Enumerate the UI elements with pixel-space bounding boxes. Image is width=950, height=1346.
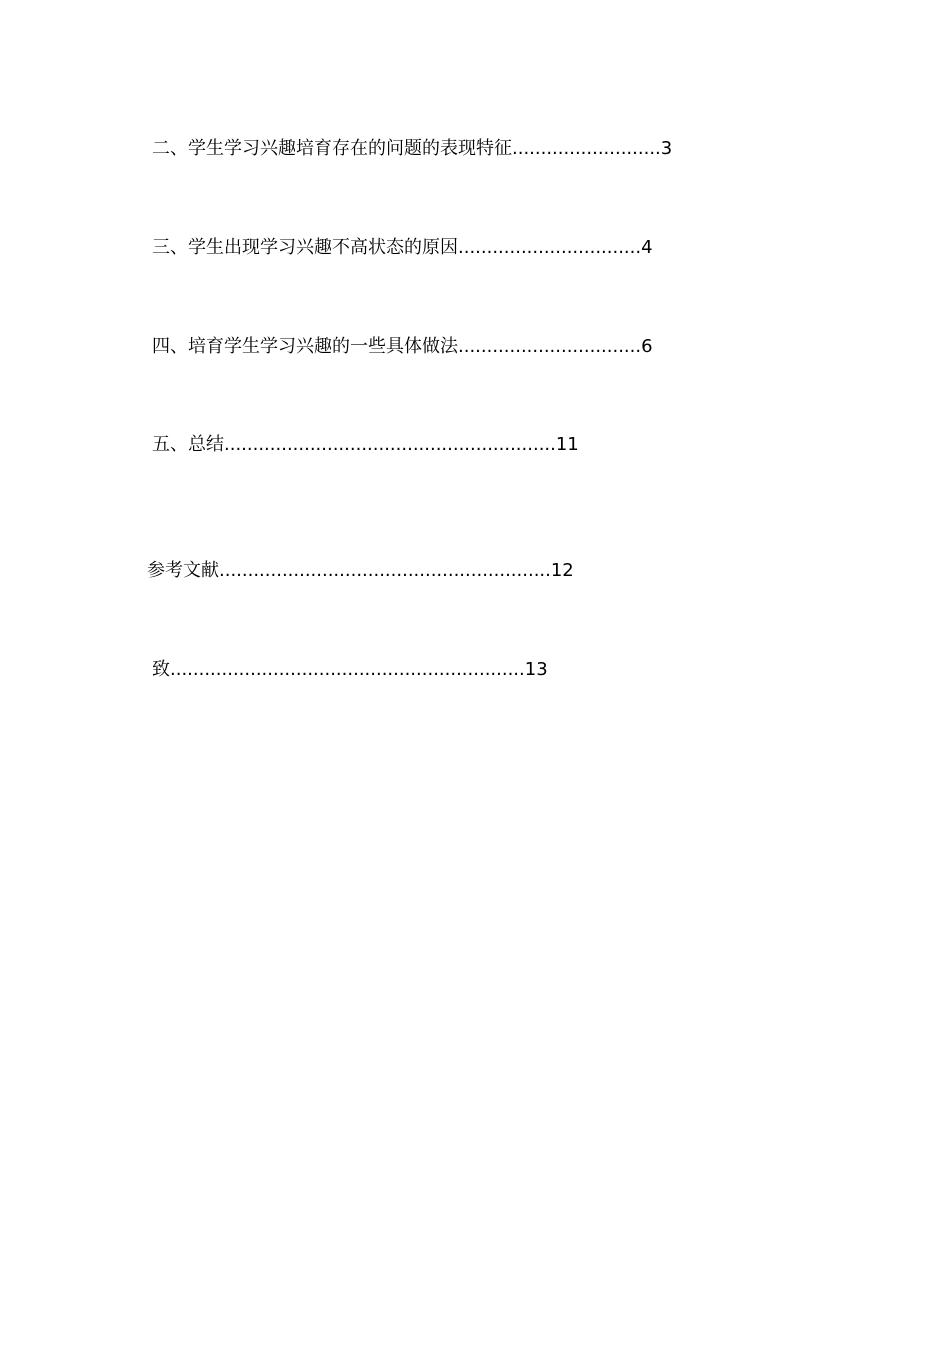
toc-entry-title: 四、培育学生学习兴趣的一些具体做法 (152, 336, 458, 357)
toc-entry-page: 11 (555, 434, 579, 455)
toc-entry-leader: .......................................................... (219, 560, 551, 581)
toc-entry-page: 4 (641, 237, 653, 258)
toc-entry-references[interactable] (147, 559, 574, 583)
toc-entry-leader: ................................ (458, 237, 642, 258)
toc-entry-page: 12 (550, 560, 574, 581)
toc-entry-leader: ................................ (458, 336, 642, 357)
toc-entry-leader: .......................... (512, 138, 661, 159)
toc-entry-acknowledgements[interactable] (152, 658, 548, 682)
toc-entry-page: 3 (660, 138, 673, 159)
toc-entry-section-4[interactable] (152, 335, 653, 359)
toc-entry-section-2[interactable] (152, 137, 672, 161)
toc-entry-title: 二、学生学习兴趣培育存在的问题的表现特征 (152, 138, 512, 159)
toc-entry-section-5[interactable] (152, 433, 579, 457)
toc-entry-title: 参考文献 (147, 560, 219, 581)
toc-entry-title: 三、学生出现学习兴趣不高状态的原因 (152, 237, 458, 258)
toc-entry-title: 致 (152, 659, 170, 680)
toc-entry-page: 13 (524, 659, 548, 680)
toc-entry-leader: .............................................................. (170, 659, 525, 680)
toc-entry-leader: .......................................................... (224, 434, 556, 455)
toc-entry-section-3[interactable] (152, 236, 653, 260)
toc-entry-title: 五、总结 (152, 434, 224, 455)
toc-entry-page: 6 (641, 336, 653, 357)
